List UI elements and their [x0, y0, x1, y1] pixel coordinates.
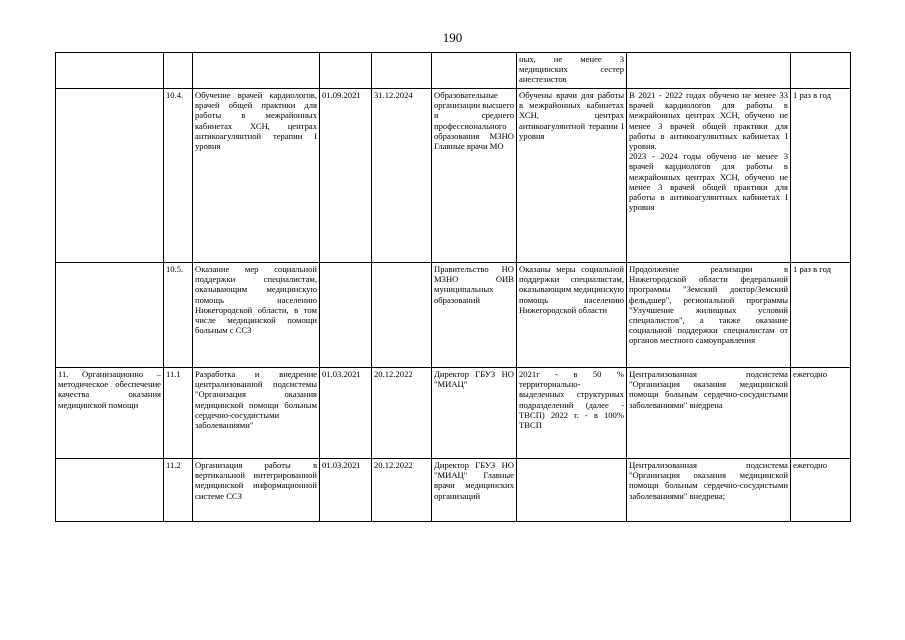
table-row — [56, 263, 851, 368]
section-cell: 11. Организационно – методическое обеспечение качества оказания медицинской помощи — [56, 368, 164, 459]
item-number-cell: 10.4. — [164, 89, 193, 263]
end-date-cell: 20.12.2022 — [372, 459, 432, 522]
end-date-cell — [372, 53, 432, 89]
responsible-cell: Образовательные организации высшего и среднего профессионального образования МЗНО Главные врачи МО — [432, 89, 517, 263]
activity-cell — [193, 53, 320, 89]
indicator-paragraph: Централизованная подсистема "Организация оказания медицинской помощи больным сердечно-сосудистыми заболеваниями" внедрена; — [629, 460, 788, 501]
frequency-cell: 1 раз в год — [791, 263, 851, 368]
result-cell: Оказаны меры социальной поддержки специалистам, оказывающим медицинскую помощь населению Нижегородской области — [517, 263, 627, 368]
table-row — [56, 368, 851, 459]
indicator-cell — [627, 459, 791, 522]
end-date-cell: 31.12.2024 — [372, 89, 432, 263]
indicator-paragraph: Централизованная подсистема "Организация оказания медицинской помощи больным сердечно-сосудистыми заболеваниями" внедрена — [629, 369, 788, 410]
frequency-cell: ежегодно — [791, 459, 851, 522]
page-number: 190 — [442, 30, 463, 45]
end-date-cell — [372, 263, 432, 368]
frequency-cell: ежегодно — [791, 368, 851, 459]
start-date-cell — [320, 53, 372, 89]
activity-cell: Оказание мер социальной поддержки специалистам, оказывающим медицинскую помощь населению Нижегородской области, в том числе медицинской помощи больным с ССЗ — [193, 263, 320, 368]
item-number-cell: 11.1 — [164, 368, 193, 459]
indicator-cell — [627, 368, 791, 459]
start-date-cell: 01.03.2021 — [320, 459, 372, 522]
table-row — [56, 53, 851, 89]
section-cell — [56, 89, 164, 263]
frequency-cell: 1 раз в год — [791, 89, 851, 263]
indicator-cell — [627, 53, 791, 89]
indicator-cell — [627, 263, 791, 368]
start-date-cell: 01.09.2021 — [320, 89, 372, 263]
section-cell — [56, 263, 164, 368]
indicator-paragraph: 2023 - 2024 годы обучено не менее 3 врачей кардиологов для работы в межрайонных центрах ХСН, обучено не менее 3 врачей общей практики для работы в антикоагулянтных кабинетах I уровня — [629, 151, 788, 213]
activity-cell: Организация работы в вертикальной интегрированной медицинской информационной системе ССЗ — [193, 459, 320, 522]
item-number-cell: 11.2 — [164, 459, 193, 522]
table-body — [56, 53, 851, 522]
end-date-cell: 20.12.2022 — [372, 368, 432, 459]
responsible-cell — [432, 53, 517, 89]
result-cell: 2021г - в 50 % территориально-выделенных структурных подразделений (далее - ТВСП) 2022 г. - в 100% ТВСП — [517, 368, 627, 459]
section-cell — [56, 53, 164, 89]
frequency-cell — [791, 53, 851, 89]
result-cell: ных, не менее 3 медицинских сестер анестезистов — [517, 53, 627, 89]
table-row — [56, 459, 851, 522]
activity-cell: Обучение врачей кардиологов, врачей общей практики для работы в межрайонных кабинетах ХСН, центрах антикоагулянтной терапии I уровня — [193, 89, 320, 263]
item-number-cell: 10.5. — [164, 263, 193, 368]
responsible-cell: Директор ГБУЗ НО "МИАЦ" Главные врачи медицинских организаций — [432, 459, 517, 522]
item-number-cell — [164, 53, 193, 89]
result-cell — [517, 459, 627, 522]
action-plan-table — [55, 52, 851, 522]
start-date-cell — [320, 263, 372, 368]
indicator-paragraph: Продолжение реализации в Нижегородской области федеральной программы "Земский доктор/Земский фельдшер", региональной программы "Улучшение жилищных условий специалистов", а также оказание социальной поддержки специалистам от органов местного самоуправления — [629, 264, 788, 346]
responsible-cell: Директор ГБУЗ НО "МИАЦ" — [432, 368, 517, 459]
activity-cell: Разработка и внедрение централизованной подсистемы "Организация оказания медицинской помощи больным сердечно-сосудистыми заболеваниями" — [193, 368, 320, 459]
table-row — [56, 89, 851, 263]
result-cell: Обучены врачи для работы в межрайонных кабинетах ХСН, центрах антикоагулянтной терапии I уровня — [517, 89, 627, 263]
responsible-cell: Правительство НО МЗНО ОИВ муниципальных образований — [432, 263, 517, 368]
start-date-cell: 01.03.2021 — [320, 368, 372, 459]
indicator-paragraph: В 2021 - 2022 годах обучено не менее 33 врачей кардиологов для работы в межрайонных центрах ХСН, обучено не менее 3 врачей общей практики для работы в антикоагулянтных кабинетах I уровня. — [629, 90, 788, 152]
section-cell — [56, 459, 164, 522]
indicator-cell — [627, 89, 791, 263]
